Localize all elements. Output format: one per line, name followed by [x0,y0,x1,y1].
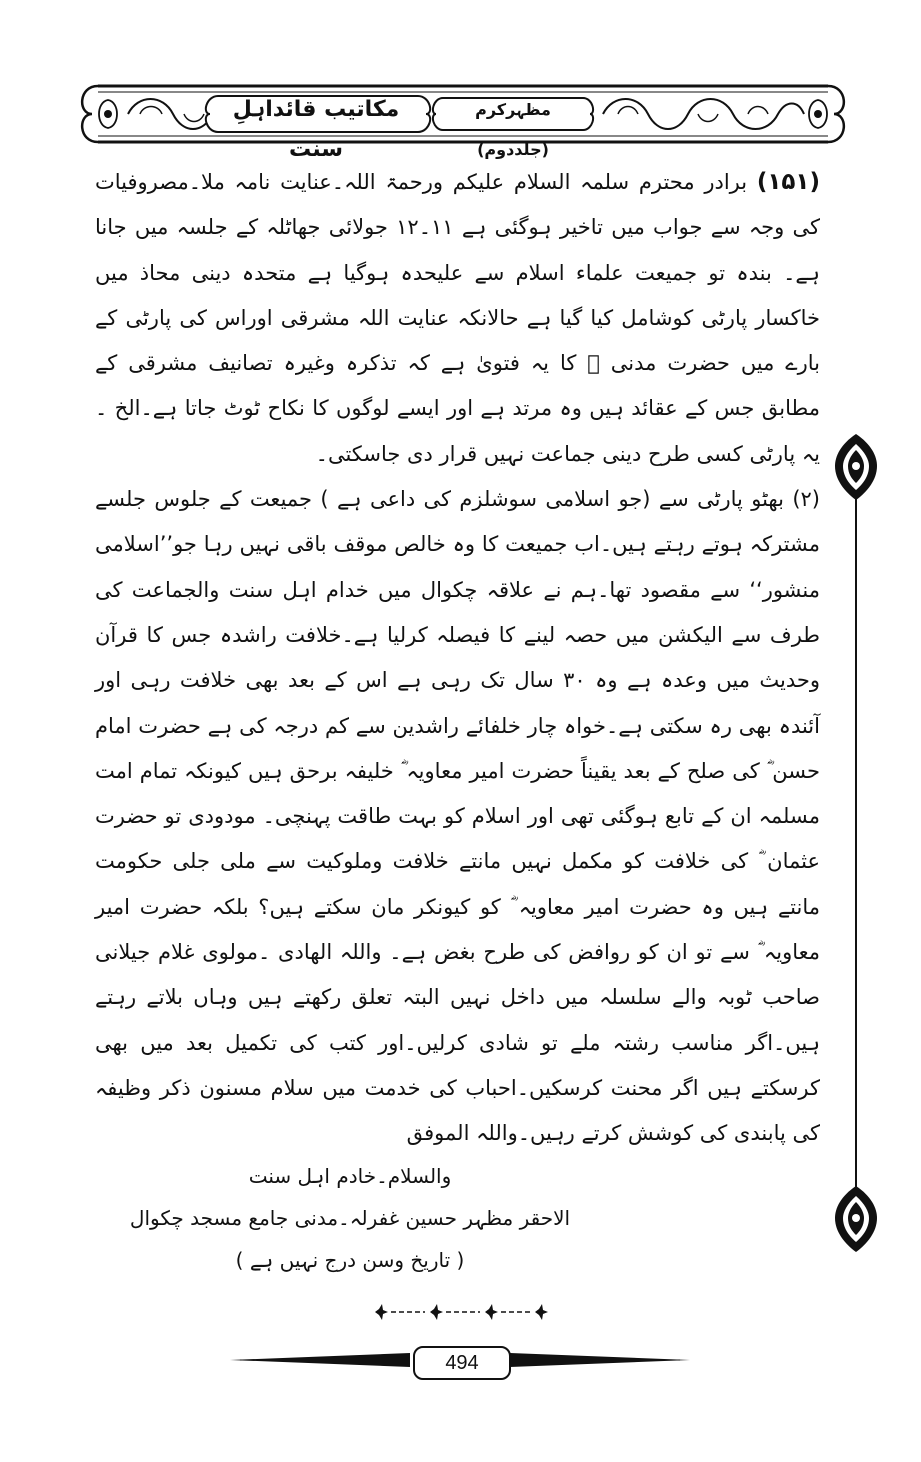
signature-name: الاحقر مظہر حسین غفرلہ۔مدنی جامع مسجد چکوال [129,1206,571,1230]
signature-date-note: ( تاریخ وسن درج نہیں ہے ) [235,1248,465,1272]
star-separator [365,1300,555,1324]
separator-star [485,1304,498,1320]
side-rule [855,498,857,1188]
paragraph-2: (۲) بھٹو پارٹی سے (جو اسلامی سوشلزم کی داعی ہے ) جمیعت کے جلوس جلسے مشترکہ ہوتے رہتے ہیں۔اب جمیعت کا وہ خالص موقف باقی نہیں رہا جو’’اسلامی منشور‘‘ سے مقصود تھا۔ہم نے علاقہ چکوال میں خدام اہل سنت والجماعت کی طرف سے الیکشن میں حصہ لینے کا فیصلہ کرلیا ہے۔خلافت راشدہ جس کا قرآن وحدیث میں وعدہ ہے وہ ۳۰ سال تک رہی ہے اس کے بعد بھی خلافت رہی اور آئندہ بھی رہ سکتی ہے۔خواہ چار خلفائے راشدین سے کم درجہ کی ہے حضرت امام حسن ؓ کی صلح کے بعد یقیناً حضرت امیر معاویہ ؓ خلیفہ برحق ہیں کیونکہ تمام امت مسلمہ ان کے تابع ہوگئی تھی اور اسلام کو بہت طاقت پہنچی۔ مودودی تو حضرت عثمان ؓ کی خلافت کو مکمل نہیں مانتے خلافت وملوکیت سے ملی جلی حکومت مانتے ہیں وہ حضرت امیر معاویہ ؓ کو کیونکر مان سکتے ہیں؟ بلکہ حضرت امیر معاویہ ؓ سے تو ان کو روافض کی طرح بغض ہے۔ واللہ الھادی ۔مولوی غلام جیلانی صاحب ٹوبہ والے سلسلہ میں داخل نہیں البتہ تعلق رکھتے ہیں وہاں بلاتے رہتے ہیں۔اگر مناسب رشتہ ملے تو شادی کرلیں۔اور کتب کی تکمیل بعد میں بھی کرسکتے ہیں اگر محنت کرسکیں۔احباب کی خدمت میں سلام مسنون ذکر وظیفہ کی پابندی کی کوشش کرتے رہیں۔واللہ الموفق [95,487,820,1146]
signature-closing: والسلام۔خادم اہل سنت [248,1164,452,1188]
paragraph-1 [95,160,820,477]
side-ornament-bottom [833,1184,879,1254]
running-title: مکاتیب قائداہلِ سنت [232,97,400,162]
letter-number: (۱۵۱) [756,169,820,195]
page-number: 494 [413,1346,511,1380]
header-ornament [78,76,848,162]
side-ornament-top [833,432,879,502]
letter-body [95,160,820,1157]
separator-star [430,1304,443,1320]
paragraph-1-text: برادر محترم سلمہ السلام علیکم ورحمۃ اللہ۔عنایت نامہ ملا۔مصروفیات کی وجہ سے جواب میں تاخیر ہوگئی ہے ۱۱۔۱۲ جولائی جھاٹلہ کے جلسہ میں جانا ہے۔ بندہ تو جمیعت علماء اسلام سے علیحدہ ہوگیا ہے متحدہ دینی محاذ میں خاکسار پارٹی کوشامل کیا گیا ہے حالانکہ عنایت اللہ مشرقی اوراس کی پارٹی کے بارے میں حضرت مدنی ﷫ کا یہ فتویٰ ہے کہ تذکرہ وغیرہ تصانیف مشرقی کے مطابق جس کے عقائد ہیں وہ مرتد ہے اور ایسے لوگوں کا نکاح ٹوٹ جاتا ہے۔الخ ۔ یہ پارٹی کسی طرح دینی جماعت نہیں قرار دی جاسکتی۔ [95,170,820,466]
separator-star [375,1304,388,1320]
signature-block [90,1155,610,1281]
separator-star [535,1304,548,1320]
volume-label: مظہرکرم (جلددوم) [475,100,551,159]
